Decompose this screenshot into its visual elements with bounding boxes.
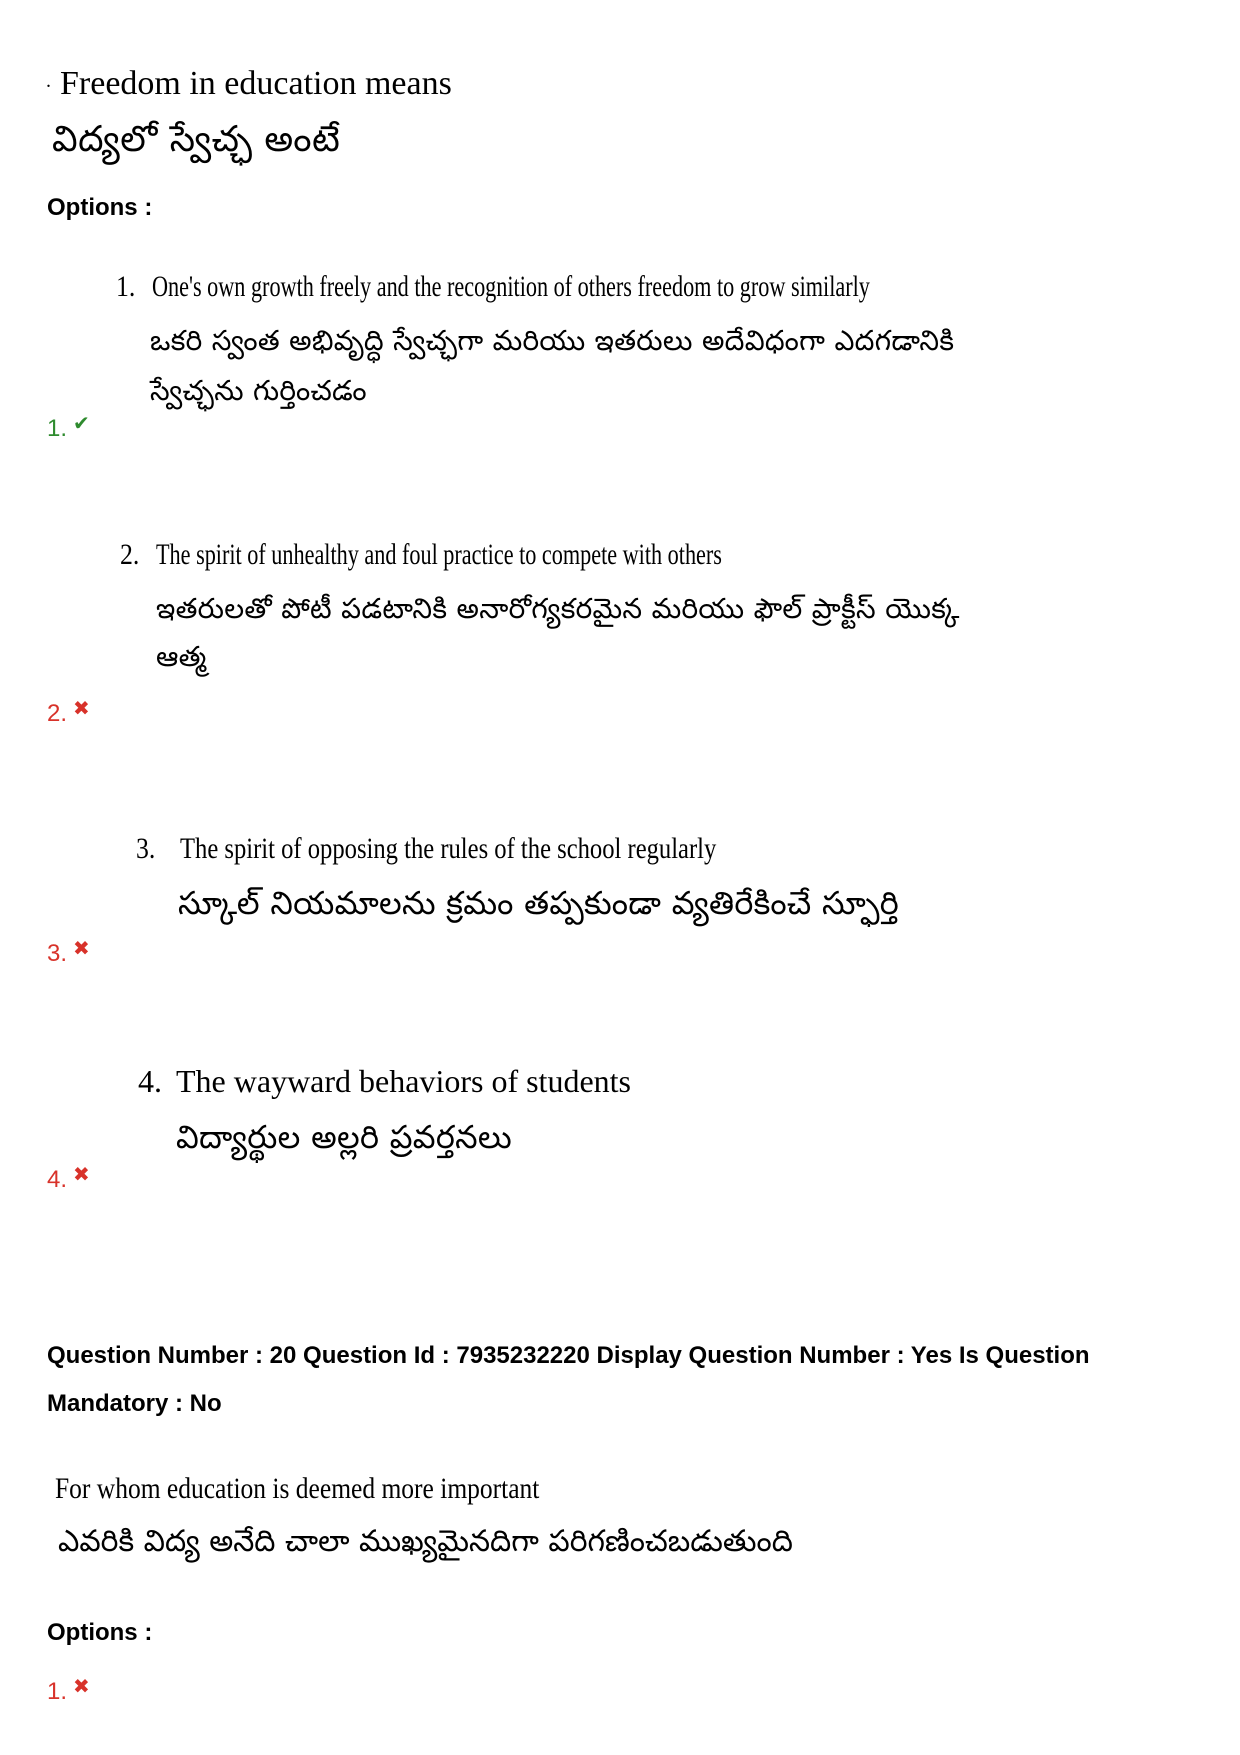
option-2[interactable] [0,528,1240,708]
question-title-en: For whom education is deemed more important [55,1472,540,1505]
question-title-en: Freedom in education means [60,65,452,102]
marker-label: 1. [47,415,68,442]
marker-label: 1. [47,1678,68,1705]
options-label: Options : [47,1619,153,1646]
option-number: 4. [138,1063,162,1099]
option-text-en: One's own growth freely and the recognition of others freedom to grow similarly [152,270,870,303]
option-3[interactable] [0,822,1240,942]
option-4-marker [47,1166,90,1195]
option-1[interactable] [0,260,1240,450]
option-text-en: The wayward behaviors of students [176,1063,631,1099]
option-text-te: ఆత్మ [156,640,207,673]
cross-icon: ✖ [73,938,90,960]
question-title-te: ఎవరికి విద్య అనేది చాలా ముఖ్యమైనదిగా పరిగణించబడుతుంది [58,1524,793,1559]
cross-icon: ✖ [73,698,90,720]
question-prefix-mark: . [46,70,51,92]
option-3-marker [47,940,90,969]
option-text-en: The spirit of opposing the rules of the school regularly [180,832,717,865]
option-text-te: స్వేచ్ఛను గుర్తించడం [150,374,367,407]
option-text-te: విద్యార్థుల అల్లరి ప్రవర్తనలు [176,1118,512,1156]
question-20 [0,1320,1240,1755]
cross-icon: ✖ [73,1164,90,1186]
marker-label: 3. [47,940,68,967]
option-1-marker [47,415,90,444]
option-1-marker [47,1678,90,1707]
options-label: Options : [47,194,153,221]
option-number: 2. [120,538,140,571]
option-number: 3. [136,832,156,865]
option-text-te: ఒకరి స్వంత అభివృద్ధి స్వేచ్ఛగా మరియు ఇతరులు అదేవిధంగా ఎదగడానికి [150,324,955,357]
option-text-en: The spirit of unhealthy and foul practice to compete with others [156,538,722,571]
option-number: 1. [116,270,136,303]
check-icon: ✔ [73,413,90,435]
option-text-te: ఇతరులతో పోటీ పడటానికి అనారోగ్యకరమైన మరియు ఫౌల్ ప్రాక్టీస్ యొక్క [156,592,960,625]
option-text-te: స్కూల్ నియమాలను క్రమం తప్పకుండా వ్యతిరేకించే స్ఫూర్తి [178,884,900,922]
question-title-te: విద్యలో స్వేచ్ఛ అంటే [52,119,341,160]
question-meta: Question Number : 20 Question Id : 7935232220 Display Question Number : Yes Is Question [47,1342,1090,1369]
option-4[interactable] [0,1056,1240,1166]
marker-label: 4. [47,1166,68,1193]
marker-label: 2. [47,700,68,727]
question-meta: Mandatory : No [47,1390,222,1417]
cross-icon: ✖ [73,1676,90,1698]
option-2-marker [47,700,90,729]
